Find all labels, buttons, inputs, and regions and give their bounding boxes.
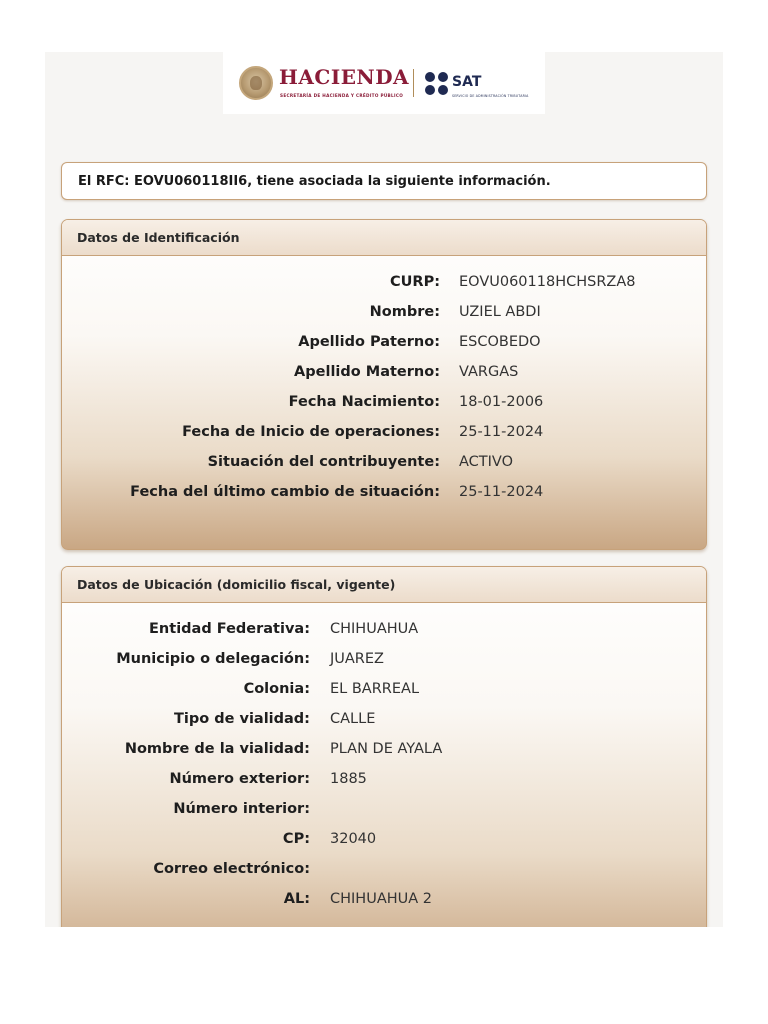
field-row-numero-exterior [62, 771, 706, 801]
field-label: Tipo de vialidad: [173, 711, 310, 727]
rfc-notice-text: El RFC: EOVU060118II6, tiene asociada la siguiente información. [78, 173, 551, 189]
field-value: 25-11-2024 [459, 484, 544, 500]
field-row-entidad [62, 621, 706, 651]
sat-logo-subtitle: SERVICIO DE ADMINISTRACIÓN TRIBUTARIA [452, 94, 529, 98]
identification-section-title: Datos de Identificación [62, 220, 706, 256]
field-value: PLAN DE AYALA [330, 741, 443, 757]
logo-divider [413, 69, 414, 97]
field-value: CALLE [330, 711, 376, 727]
field-row-fecha-nacimiento [62, 394, 706, 424]
field-value: UZIEL ABDI [459, 304, 541, 320]
hacienda-logo-subtitle: SECRETARÍA DE HACIENDA Y CRÉDITO PÚBLICO [280, 93, 404, 98]
header-logos [223, 52, 545, 114]
field-label: Situación del contribuyente: [207, 454, 440, 470]
location-section [61, 566, 707, 927]
document-panel [45, 52, 723, 927]
field-label: Municipio o delegación: [116, 651, 310, 667]
sat-logo-title: SAT [452, 74, 482, 90]
field-value: ACTIVO [459, 454, 513, 470]
field-label: Fecha Nacimiento: [288, 394, 440, 410]
field-row-fecha-cambio [62, 484, 706, 514]
field-value: CHIHUAHUA 2 [330, 891, 433, 907]
field-label: Nombre de la vialidad: [124, 741, 310, 757]
field-label: CURP: [389, 274, 440, 290]
field-label: Correo electrónico: [153, 861, 310, 877]
field-label: AL: [283, 891, 310, 907]
field-value: 18-01-2006 [459, 394, 544, 410]
field-value: VARGAS [459, 364, 519, 380]
identification-section [61, 219, 707, 550]
field-value: EOVU060118HCHSRZA8 [459, 274, 636, 290]
field-value: ESCOBEDO [459, 334, 541, 350]
field-row-municipio [62, 651, 706, 681]
field-row-colonia [62, 681, 706, 711]
field-row-tipo-vialidad [62, 711, 706, 741]
field-label: Número exterior: [169, 771, 310, 787]
field-value: 32040 [330, 831, 377, 847]
field-row-numero-interior [62, 801, 706, 831]
field-row-nombre-vialidad [62, 741, 706, 771]
field-label: Número interior: [173, 801, 310, 817]
field-label: Colonia: [243, 681, 310, 697]
field-value: EL BARREAL [330, 681, 420, 697]
field-row-apellido-materno [62, 364, 706, 394]
hacienda-logo-title: HACIENDA [279, 65, 410, 89]
field-row-apellido-paterno [62, 334, 706, 364]
field-row-curp [62, 274, 706, 304]
field-value: 1885 [330, 771, 367, 787]
field-label: Nombre: [369, 304, 440, 320]
field-row-nombre [62, 304, 706, 334]
field-row-correo [62, 861, 706, 891]
field-label: Apellido Materno: [294, 364, 440, 380]
field-label: Fecha del último cambio de situación: [130, 484, 440, 500]
field-row-al [62, 891, 706, 921]
field-value: 25-11-2024 [459, 424, 544, 440]
location-section-title: Datos de Ubicación (domicilio fiscal, vigente) [62, 567, 706, 603]
field-label: Apellido Paterno: [298, 334, 440, 350]
field-value: CHIHUAHUA [330, 621, 419, 637]
field-label: CP: [282, 831, 310, 847]
rfc-notice-box [61, 162, 707, 200]
field-label: Entidad Federativa: [149, 621, 310, 637]
field-label: Fecha de Inicio de operaciones: [182, 424, 440, 440]
field-row-fecha-inicio [62, 424, 706, 454]
field-value: JUAREZ [330, 651, 384, 667]
mexico-seal-icon [239, 66, 273, 100]
field-row-cp [62, 831, 706, 861]
field-row-situacion [62, 454, 706, 484]
sat-dots-icon [425, 72, 449, 96]
